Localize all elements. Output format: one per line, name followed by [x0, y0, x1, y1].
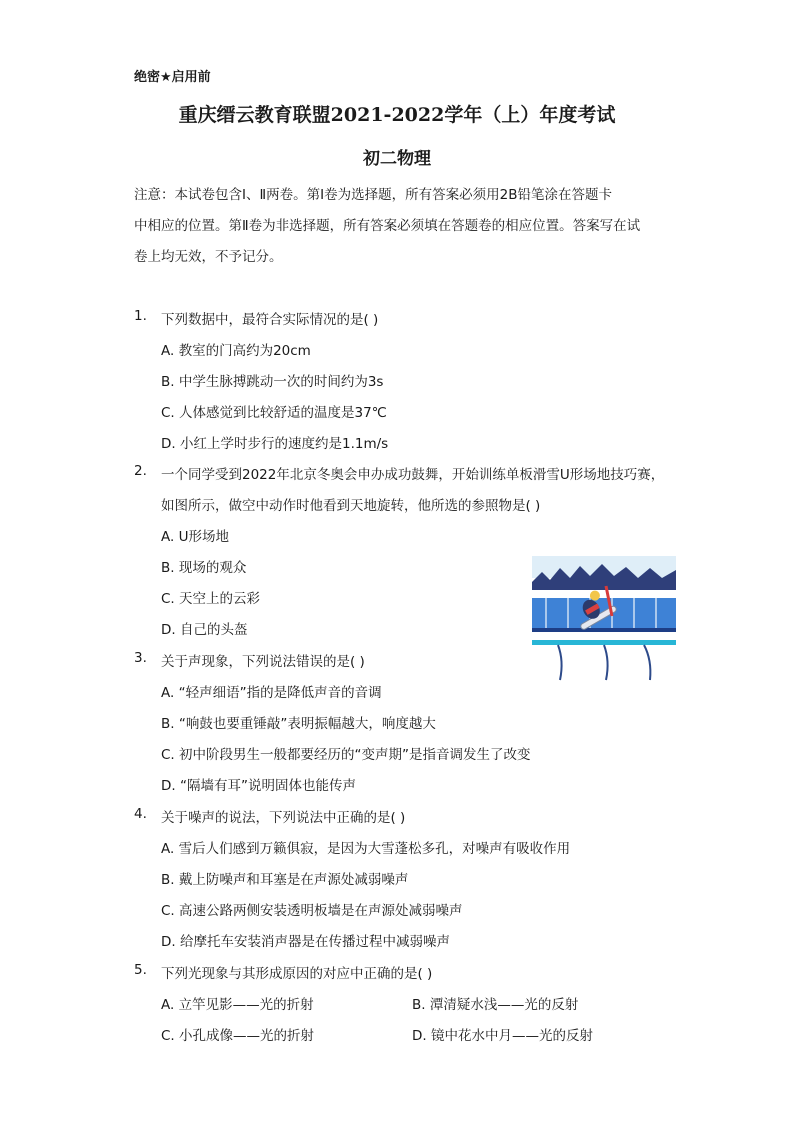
- question-stem: 关于声现象，下列说法错误的是( ): [161, 654, 365, 670]
- question-option: C. 初中阶段男生一般都要经历的“变声期”是指音调发生了改变: [161, 747, 531, 763]
- question-option: C. 小孔成像——光的折射: [161, 1028, 315, 1044]
- question-option: A. 立竿见影——光的折射: [161, 997, 314, 1013]
- question-option: D. 小红上学时步行的速度约是1.1m/s: [161, 436, 389, 452]
- question-stem: 一个同学受到2022年北京冬奥会申办成功鼓舞，开始训练单板滑雪U形场地技巧赛，: [161, 467, 665, 483]
- question-number: 2.: [134, 463, 147, 479]
- question-number: 4.: [134, 806, 147, 822]
- question-option: C. 天空上的云彩: [161, 591, 261, 607]
- snowboard-halfpipe-image: [532, 556, 676, 682]
- question-option: D. 自己的头盔: [161, 622, 248, 638]
- question-option: D. 镜中花水中月——光的反射: [412, 1028, 593, 1044]
- question-stem: 如图所示，做空中动作时他看到天地旋转，他所选的参照物是( ): [161, 498, 541, 514]
- notice-line: 注意：本试卷包含Ⅰ、Ⅱ两卷。第Ⅰ卷为选择题，所有答案必须用2B铅笔涂在答题卡: [134, 187, 612, 203]
- notice-line: 卷上均无效，不予记分。: [134, 249, 283, 265]
- question-stem: 下列光现象与其形成原因的对应中正确的是( ): [161, 966, 433, 982]
- question-option: C. 人体感觉到比较舒适的温度是37℃: [161, 405, 387, 421]
- question-option: A. “轻声细语”指的是降低声音的音调: [161, 685, 382, 701]
- question-option: D. 给摩托车安装消声器是在传播过程中减弱噪声: [161, 934, 450, 950]
- question-option: B. 中学生脉搏跳动一次的时间约为3s: [161, 374, 384, 390]
- question-stem: 下列数据中，最符合实际情况的是( ): [161, 312, 379, 328]
- exam-subtitle: 初二物理: [363, 149, 431, 169]
- question-option: B. “响鼓也要重锤敲”表明振幅越大，响度越大: [161, 716, 436, 732]
- question-option: B. 现场的观众: [161, 560, 247, 576]
- notice-line: 中相应的位置。第Ⅱ卷为非选择题，所有答案必须填在答题卷的相应位置。答案写在试: [134, 218, 641, 234]
- question-option: B. 潭清疑水浅——光的反射: [412, 997, 579, 1013]
- question-number: 1.: [134, 308, 147, 324]
- question-option: D. “隔墙有耳”说明固体也能传声: [161, 778, 356, 794]
- exam-title: 重庆缙云教育联盟2021-2022学年（上）年度考试: [178, 104, 616, 126]
- question-option: B. 戴上防噪声和耳塞是在声源处减弱噪声: [161, 872, 409, 888]
- question-option: C. 高速公路两侧安装透明板墙是在声源处减弱噪声: [161, 903, 463, 919]
- secret-label: 绝密★启用前: [134, 70, 211, 85]
- question-option: A. 教室的门高约为20cm: [161, 343, 311, 359]
- question-number: 5.: [134, 962, 147, 978]
- question-stem: 关于噪声的说法，下列说法中正确的是( ): [161, 810, 406, 826]
- question-number: 3.: [134, 650, 147, 666]
- question-option: A. U形场地: [161, 529, 229, 545]
- question-option: A. 雪后人们感到万籁俱寂，是因为大雪蓬松多孔，对噪声有吸收作用: [161, 841, 571, 857]
